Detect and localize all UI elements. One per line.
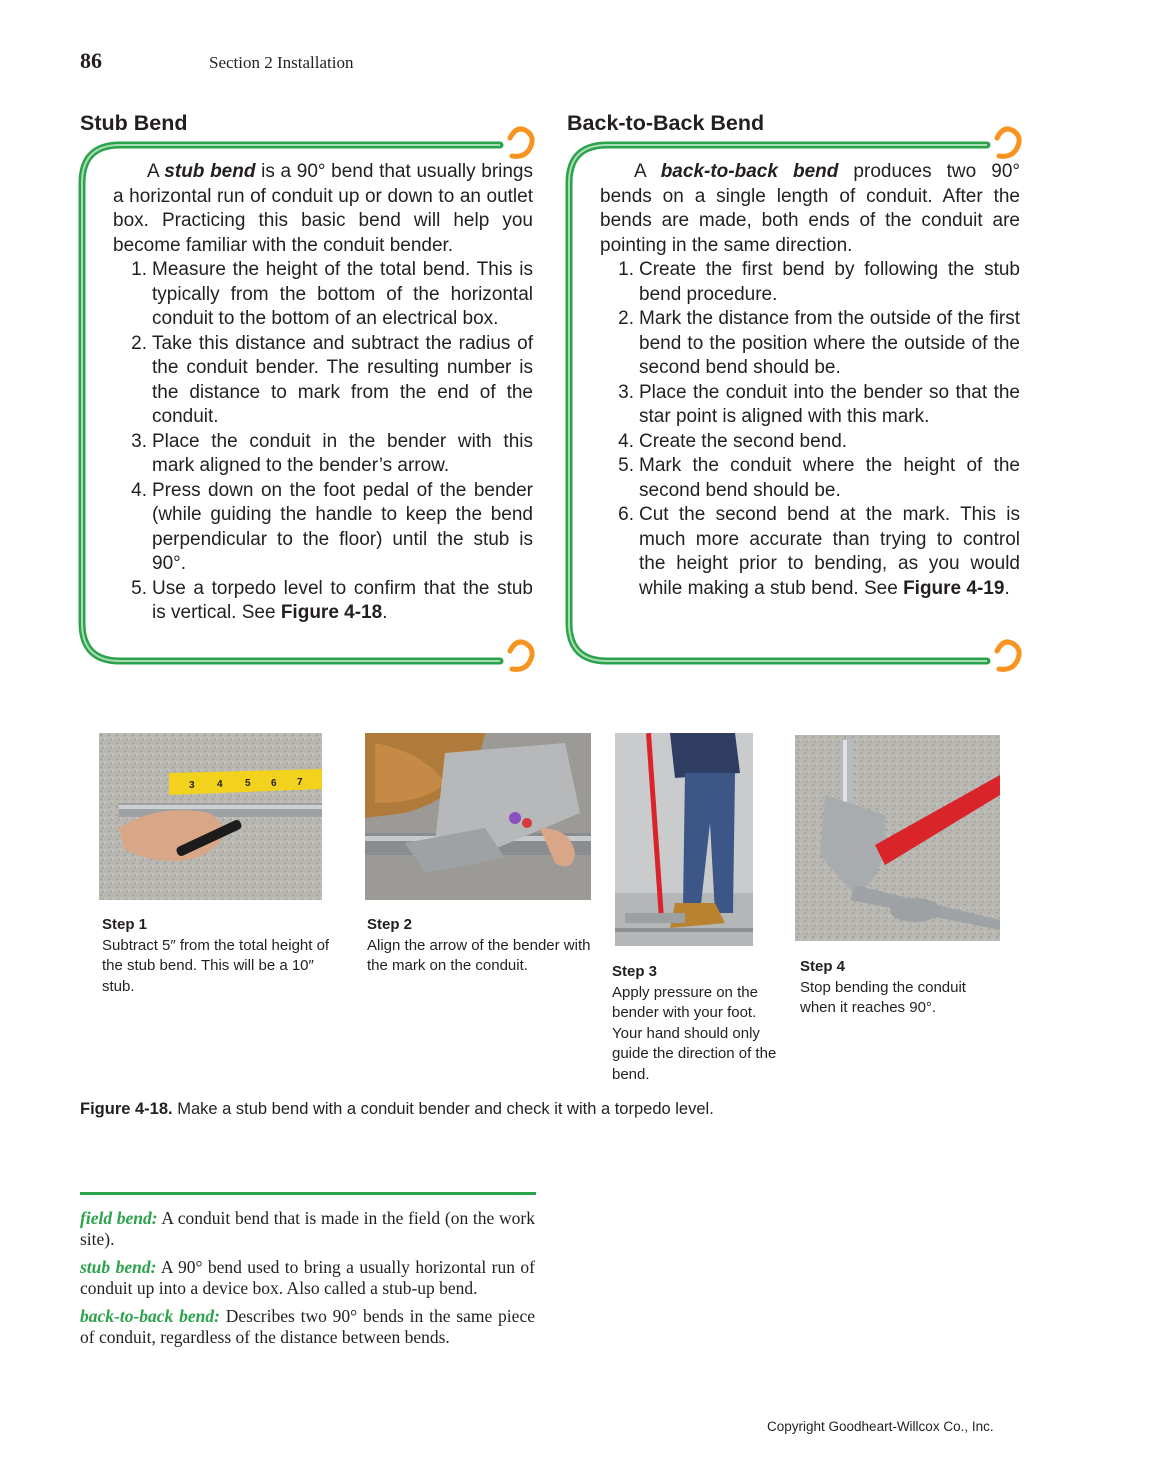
figure-reference-link[interactable]: Figure 4-19 — [903, 577, 1005, 599]
glossary-entry: back-to-back bend: Describes two 90° bends in the same piece of conduit, regardless of the distance between bends. — [80, 1306, 535, 1347]
stub-bend-heading: Stub Bend — [80, 111, 188, 135]
glossary — [80, 1208, 535, 1355]
tape-number: 6 — [271, 778, 277, 789]
figure-reference-link[interactable]: Figure 4-18 — [280, 602, 383, 623]
tape-number: 3 — [189, 780, 195, 791]
hook-icon — [997, 642, 1019, 669]
list-item: 2. Mark the distance from the outside of the first bend to the position where the outside of the second bend should be. — [618, 308, 1020, 378]
step3-caption: Step 3 Apply pressure on the bender with your foot. Your hand should only guide the direction of the bend. — [612, 963, 777, 1083]
step1-photo — [99, 733, 322, 900]
step3-photo — [615, 733, 753, 946]
step1-caption: Step 1 Subtract 5″ from the total height of the stub bend. This will be a 10″ stub. — [102, 916, 330, 995]
stub-term: stub bend — [164, 161, 256, 182]
glossary-divider — [80, 1192, 536, 1195]
stub-bend-body — [113, 160, 533, 626]
btb-term: back-to-back bend — [660, 161, 839, 182]
list-item: 5. Use a torpedo level to confirm that the stub is vertical. See Figure 4-18. — [131, 577, 533, 623]
section-label: Section 2 Installation — [209, 53, 354, 72]
btb-intro: A back-to-back bend produces two 90° bends on a single length of conduit. After the bends are made, both ends of the conduit are pointing in the same direction. — [600, 161, 1021, 256]
hook-icon — [510, 642, 532, 669]
list-item: 3. Place the conduit into the bender so that the star point is aligned with this mark. — [618, 381, 1020, 427]
copyright: Copyright Goodheart-Willcox Co., Inc. — [767, 1419, 994, 1434]
list-item: 1. Create the first bend by following the stub bend procedure. — [618, 259, 1020, 305]
list-item: 3. Place the conduit in the bender with this mark aligned to the bender’s arrow. — [131, 430, 533, 476]
stub-steps — [113, 258, 533, 626]
tape-number: 5 — [245, 778, 251, 789]
back-to-back-body — [600, 160, 1020, 601]
step2-photo — [365, 733, 591, 900]
figure-caption: Figure 4-18. Make a stub bend with a conduit bender and check it with a torpedo level. — [80, 1100, 714, 1118]
page-number: 86 — [80, 48, 102, 73]
hook-icon — [997, 129, 1019, 156]
step4-photo — [795, 735, 1000, 941]
glossary-entry: field bend: A conduit bend that is made in the field (on the work site). — [80, 1208, 535, 1249]
list-item: 5. Mark the conduit where the height of the second bend should be. — [618, 455, 1020, 501]
list-item: 2. Take this distance and subtract the radius of the conduit bender. The resulting number is the distance to mark from the end of the conduit. — [131, 332, 533, 427]
step4-caption: Step 4 Stop bending the conduit when it reaches 90°. — [800, 958, 966, 1016]
stub-intro: A stub bend is a 90° bend that usually brings a horizontal run of conduit up or down to an outlet box. Practicing this basic bend will help you become familiar with the conduit bender. — [113, 161, 534, 256]
list-item: 1. Measure the height of the total bend. This is typically from the bottom of the horizontal conduit to the bottom of an electrical box. — [131, 259, 533, 329]
tape-number: 7 — [297, 777, 303, 788]
back-to-back-bend-heading: Back-to-Back Bend — [567, 111, 765, 135]
glossary-entry: stub bend: A 90° bend used to bring a usually horizontal run of conduit up into a device box. Also called a stub-up bend. — [80, 1257, 535, 1298]
step2-caption: Step 2 Align the arrow of the bender with the mark on the conduit. — [367, 916, 591, 974]
list-item: 6. Cut the second bend at the mark. This is much more accurate than trying to control the height prior to bending, as you would while making a stub bend. See Figure 4-19. — [618, 504, 1020, 599]
list-item: 4. Create the second bend. — [618, 430, 848, 452]
tape-number: 4 — [217, 779, 223, 790]
hook-icon — [510, 129, 532, 156]
list-item: 4. Press down on the foot pedal of the bender (while guiding the handle to keep the bend perpendicular to the floor) until the stub is 90°. — [131, 479, 533, 574]
btb-steps — [600, 258, 1020, 601]
